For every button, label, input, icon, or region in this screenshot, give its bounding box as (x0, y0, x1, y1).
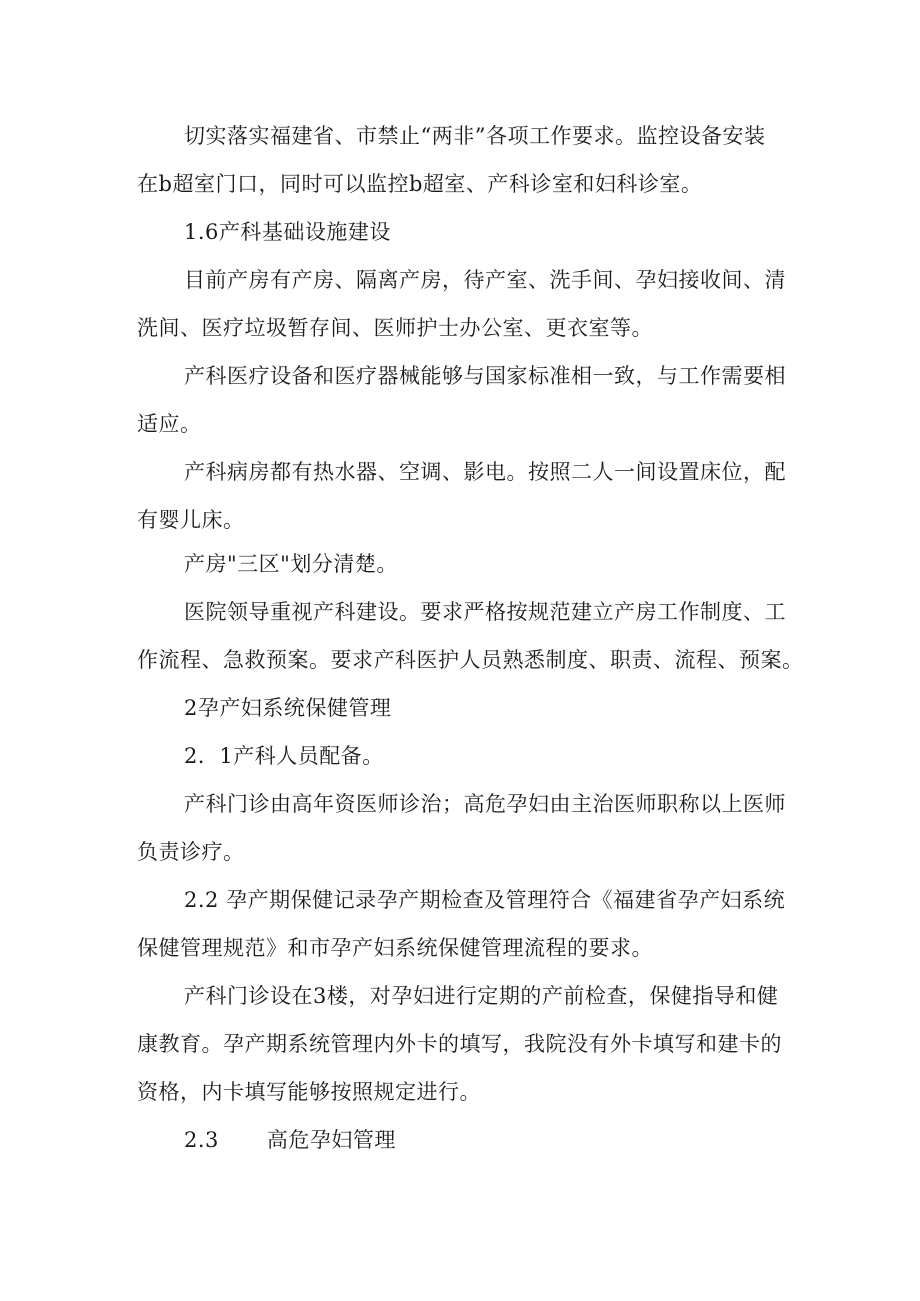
paragraph-line: 适应。 (137, 412, 202, 436)
section-number: 2.3 (184, 1128, 219, 1152)
paragraph-line: 目前产房有产房、隔离产房，待产室、洗手间、孕妇接收间、清 (184, 268, 786, 292)
paragraph-line: 产科医疗设备和医疗器械能够与国家标准相一致，与工作需要相 (184, 364, 786, 388)
paragraph-line: 有婴儿床。 (137, 508, 245, 532)
paragraph-line: 保健管理规范》和市孕产妇系统保健管理流程的要求。 (137, 936, 653, 960)
section-heading-1-6: 1.6产科基础设施建设 (184, 220, 391, 244)
paragraph-line: 作流程、急救预案。要求产科医护人员熟悉制度、职责、流程、预案。 (137, 648, 804, 672)
paragraph-line: 医院领导重视产科建设。要求严格按规范建立产房工作制度、工 (184, 600, 786, 624)
paragraph-line: 产科病房都有热水器、空调、影电。按照二人一间设置床位，配 (184, 460, 786, 484)
paragraph-line: 产房"三区"划分清楚。 (184, 552, 398, 576)
paragraph-line: 负责诊疗。 (137, 840, 245, 864)
paragraph-line: 在b超室门口，同时可以监控b超室、产科诊室和妇科诊室。 (137, 172, 703, 196)
paragraph-line: 康教育。孕产期系统管理内外卡的填写，我院没有外卡填写和建卡的 (137, 1032, 782, 1056)
paragraph-line: 切实落实福建省、市禁止“两非”各项工作要求。监控设备安装 (184, 124, 766, 148)
section-heading-2-2: 2.2 孕产期保健记录孕产期检查及管理符合《福建省孕产妇系统 (184, 888, 786, 912)
paragraph-line: 资格，内卡填写能够按照规定进行。 (137, 1080, 481, 1104)
section-title: 高危孕妇管理 (266, 1128, 396, 1152)
section-heading-2-1: 2．1产科人员配备。 (184, 744, 384, 768)
paragraph-line: 洗间、医疗垃圾暂存间、医师护士办公室、更衣室等。 (137, 316, 653, 340)
paragraph-line: 产科门诊由高年资医师诊治；高危孕妇由主治医师职称以上医师 (184, 792, 786, 816)
paragraph-line: 产科门诊设在3楼，对孕妇进行定期的产前检查，保健指导和健 (184, 984, 779, 1008)
section-heading-2-3 (184, 1126, 396, 1154)
section-heading-2: 2孕产妇系统保健管理 (184, 696, 392, 720)
